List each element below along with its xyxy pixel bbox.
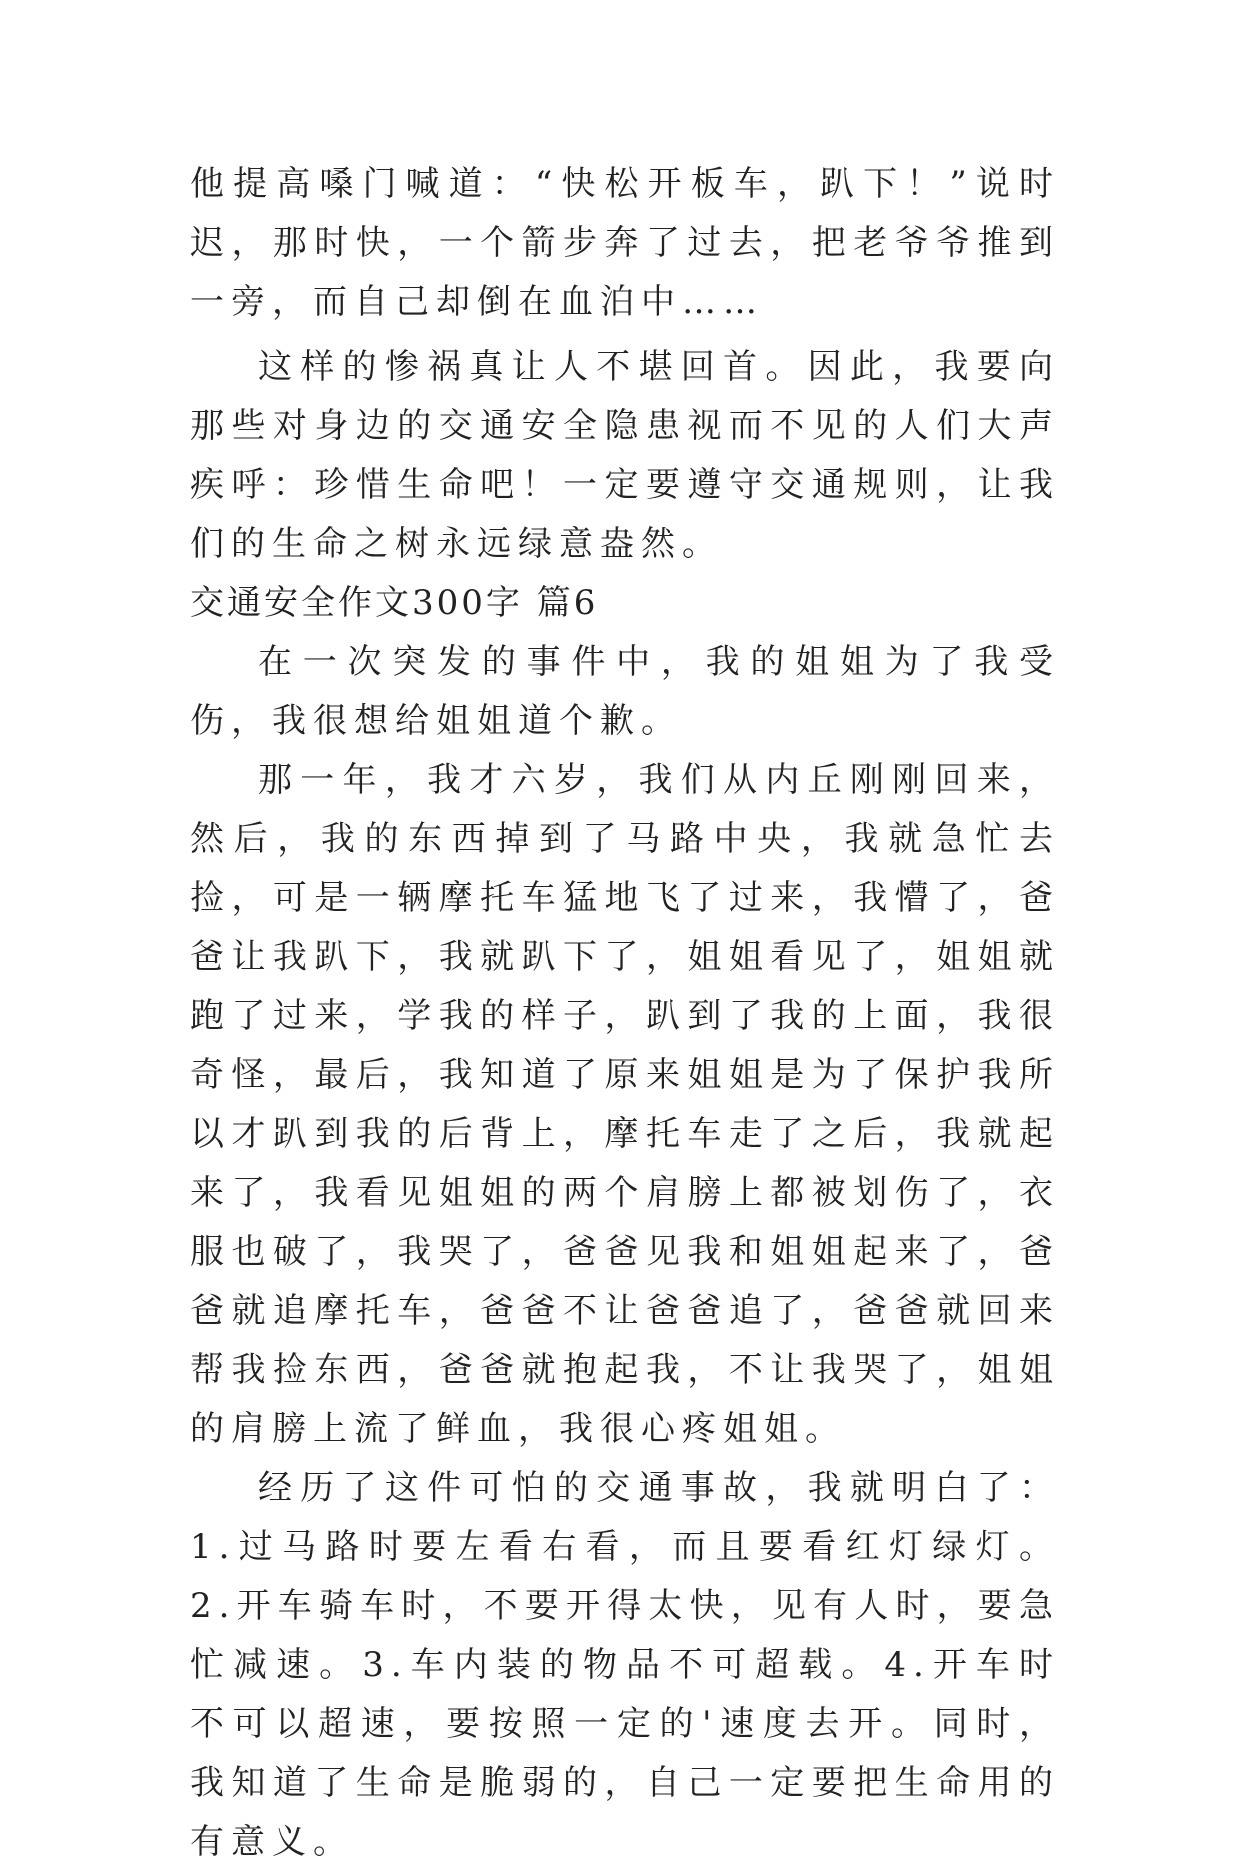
section-title: 交通安全作文300字 篇6 [190,583,599,623]
paragraph-story: 那一年，我才六岁，我们从内丘刚刚回来，然后，我的东西掉到了马路中央，我就急忙去捡，可是一辆摩托车猛地飞了过来，我懵了，爸爸让我趴下，我就趴下了，姐姐看见了，姐姐就跑了过来，学我的样子，趴到了我的上面，我很奇怪，最后，我知道了原来姐姐是为了保护我所以才趴到我的后背上，摩托车走了之后，我就起来了，我看见姐姐的两个肩膀上都被划伤了，衣服也破了，我哭了，爸爸见我和姐姐起来了，爸爸就追摩托车，爸爸不让爸爸追了，爸爸就回来帮我捡东西，爸爸就抱起我，不让我哭了，姐姐的肩膀上流了鲜血，我很心疼姐姐。 [190,760,1060,1449]
paragraph-lessons: 经历了这件可怕的交通事故，我就明白了：1.过马路时要左看右看，而且要看红灯绿灯。2.开车骑车时，不要开得太快，见有人时，要急忙减速。3.车内装的物品不可超载。4.开车时不可以超速，要按照一定的'速度去开。同时，我知道了生命是脆弱的，自己一定要把生命用的有意义。 [190,1468,1060,1862]
paragraph-continuation: 他提高嗓门喊道：“快松开板车，趴下！”说时迟，那时快，一个箭步奔了过去，把老爷爷推到一旁，而自己却倒在血泊中…… [190,164,1060,322]
paragraph-intro: 在一次突发的事件中，我的姐姐为了我受伤，我很想给姐姐道个歉。 [190,642,1060,741]
document-body [190,155,1060,1872]
paragraph-appeal: 这样的惨祸真让人不堪回首。因此，我要向那些对身边的交通安全隐患视而不见的人们大声疾呼：珍惜生命吧！一定要遵守交通规则，让我们的生命之树永远绿意盎然。 [190,347,1060,564]
